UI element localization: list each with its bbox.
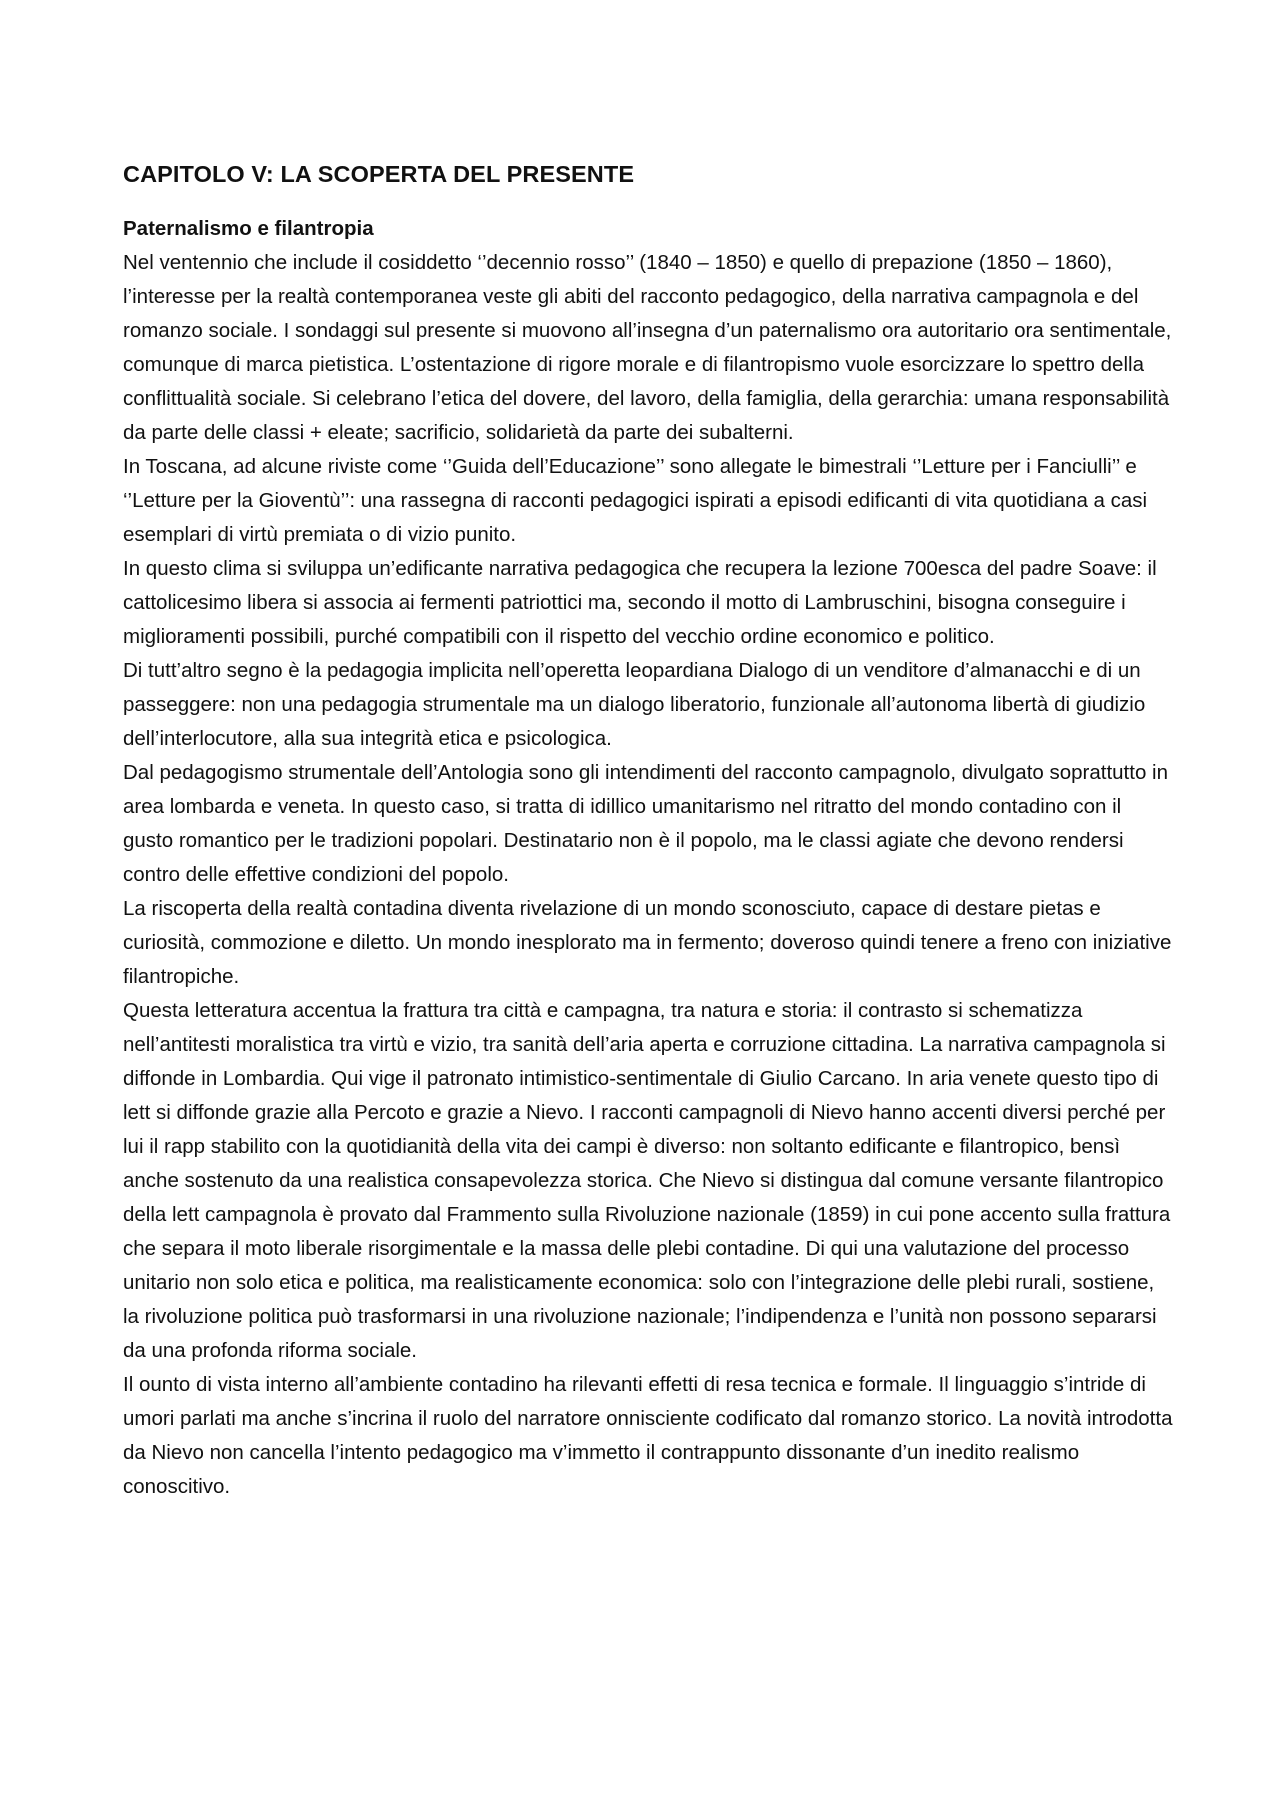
paragraph: In Toscana, ad alcune riviste come ‘’Guida dell’Educazione’’ sono allegate le bimestrali ‘’Letture per i Fanciulli’’ e ‘’Letture per la Gioventù’’: una rassegna di racconti pedagogici ispirati a episodi edificanti di vita quotidiana a casi esemplari di virtù premiata o di vizio punito. (123, 455, 1148, 546)
document-body (123, 158, 1173, 1504)
paragraph: Questa letteratura accentua la frattura tra città e campagna, tra natura e storia: il contrasto si schematizza nell’antitesti moralistica tra virtù e vizio, tra sanità dell’aria aperta e corruzione cittadina. La narrativa campagnola si diffonde in Lombardia. Qui vige il patronato intimistico-sentimentale di Giulio Carcano. In aria venete questo tipo di lett si diffonde grazie alla Percoto e grazie a Nievo. I racconti campagnoli di Nievo hanno accenti diversi perché per lui il rapp stabilito con la quotidianità della vita dei campi è diverso: non soltanto edificante e filantropico, bensì anche sostenuto da una realistica consapevolezza storica. Che Nievo si distingua dal comune versante filantropico della lett campagnola è provato dal Frammento sulla Rivoluzione nazionale (1859) in cui pone accento sulla frattura che separa il moto liberale risorgimentale e la massa delle plebi contadine. Di qui una valutazione del processo unitario non solo etica e politica, ma realisticamente economica: solo con l’integrazione delle plebi rurali, sostiene, la rivoluzione politica può trasformarsi in una rivoluzione nazionale; l’indipendenza e l’unità non possono separarsi da una profonda riforma sociale. (123, 999, 1171, 1362)
paragraph: Nel ventennio che include il cosiddetto ‘’decennio rosso’’ (1840 – 1850) e quello di prepazione (1850 – 1860), l’interesse per la realtà contemporanea veste gli abiti del racconto pedagogico, della narrativa campagnola e del romanzo sociale. I sondaggi sul presente si muovono all’insegna d’un paternalismo ora autoritario ora sentimentale, comunque di marca pietistica. L’ostentazione di rigore morale e di filantropismo vuole esorcizzare lo spettro della conflittualità sociale. Si celebrano l’etica del dovere, del lavoro, della famiglia, della gerarchia: umana responsabilità da parte delle classi + eleate; sacrificio, solidarietà da parte dei subalterni. (123, 251, 1172, 444)
paragraph: In questo clima si sviluppa un’edificante narrativa pedagogica che recupera la lezione 700esca del padre Soave: il cattolicesimo libera si associa ai fermenti patriottici ma, secondo il motto di Lambruschini, bisogna conseguire i miglioramenti possibili, purché compatibili con il rispetto del vecchio ordine economico e politico. (123, 557, 1157, 648)
section-title: Paternalismo e filantropia (123, 217, 374, 240)
paragraph: Il ounto di vista interno all’ambiente contadino ha rilevanti effetti di resa tecnica e formale. Il linguaggio s’intride di umori parlati ma anche s’incrina il ruolo del narratore onnisciente codificato dal romanzo storico. La novità introdotta da Nievo non cancella l’intento pedagogico ma v’immetto il contrappunto dissonante d’un inedito realismo conoscitivo. (123, 1373, 1173, 1498)
chapter-title: CAPITOLO V: LA SCOPERTA DEL PRESENTE (123, 161, 635, 187)
paragraph: Di tutt’altro segno è la pedagogia implicita nell’operetta leopardiana Dialogo di un venditore d’almanacchi e di un passeggere: non una pedagogia strumentale ma un dialogo liberatorio, funzionale all’autonoma libertà di giudizio dell’interlocutore, alla sua integrità etica e psicologica. (123, 659, 1146, 750)
paragraph: Dal pedagogismo strumentale dell’Antologia sono gli intendimenti del racconto campagnolo, divulgato soprattutto in area lombarda e veneta. In questo caso, si tratta di idillico umanitarismo nel ritratto del mondo contadino con il gusto romantico per le tradizioni popolari. Destinatario non è il popolo, ma le classi agiate che devono rendersi contro delle effettive condizioni del popolo. (123, 761, 1168, 886)
paragraph: La riscoperta della realtà contadina diventa rivelazione di un mondo sconosciuto, capace di destare pietas e curiosità, commozione e diletto. Un mondo inesplorato ma in fermento; doveroso quindi tenere a freno con iniziative filantropiche. (123, 897, 1172, 988)
